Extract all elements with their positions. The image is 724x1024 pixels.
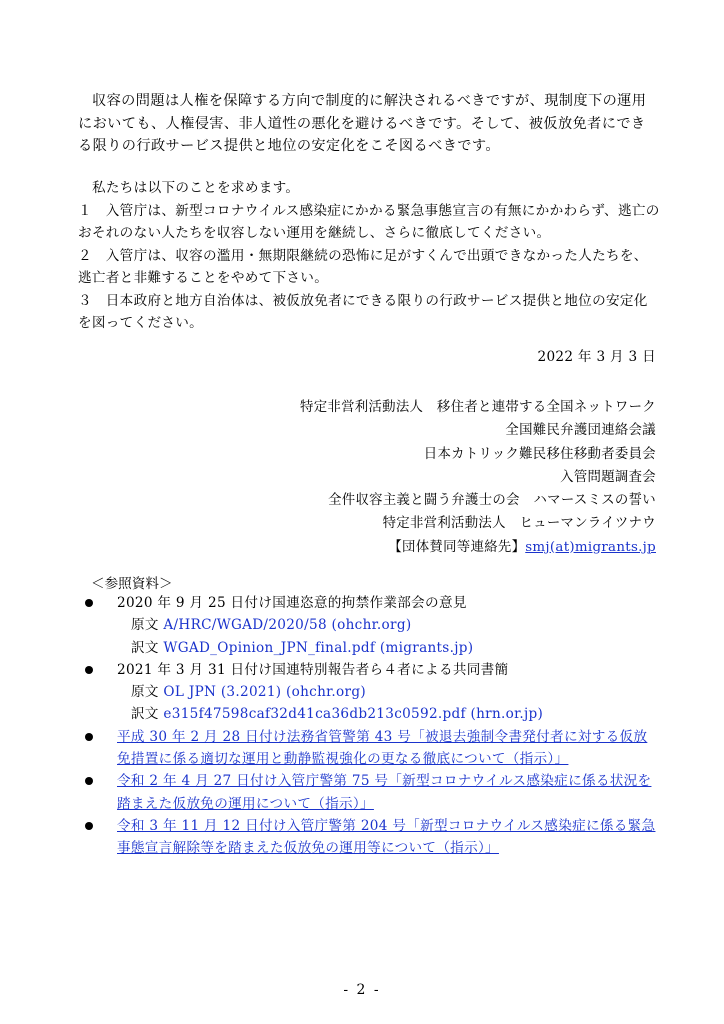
reference-item-5: [0, 815, 724, 860]
signer-list: [300, 396, 656, 559]
demand-item-2: ２ 入管庁は、収容の濫用・無期限継続の恐怖に足がすくんで出頭できなかった人たちを、逃亡者と非難することをやめて下さい。: [78, 247, 648, 286]
reference-5-link[interactable]: 令和 3 年 11 月 12 日付け入管庁警第 204 号「新型コロナウイルス感染症に係る緊急事態宣言解除等を踏まえた仮放免の運用等について（指示）」: [117, 817, 656, 857]
reference-item-2: [0, 659, 724, 726]
reference-1-title: 2020 年 9 月 25 日付け国連恣意的拘禁作業部会の意見: [117, 595, 467, 611]
intro-paragraph: 収容の問題は人権を保障する方向で制度的に解決されるべきですが、現制度下の運用においても、人権侵害、非人道性の悪化を避けるべきです。そして、被仮放免者にできる限りの行政サービス提供と地位の安定化をこそ図るべきです。: [78, 93, 647, 154]
translation-label: 訳文: [131, 706, 164, 723]
reference-2-original-link[interactable]: OL JPN (3.2021) (ohchr.org): [163, 684, 366, 701]
bullet-icon: [85, 777, 93, 785]
demands-section: [78, 177, 660, 335]
signer-2: 全国難民弁護団連絡会議: [505, 423, 656, 439]
translation-label: 訳文: [131, 639, 164, 656]
reference-1-translation: [117, 637, 658, 659]
reference-1-translation-link[interactable]: WGAD_Opinion_JPN_final.pdf (migrants.jp): [163, 639, 474, 656]
reference-2-translation-link[interactable]: e315f47598caf32d41ca36db213c0592.pdf (hrn.or.jp): [163, 706, 544, 723]
reference-4-link[interactable]: 令和 2 年 4 月 27 日付け入管庁警第 75 号「新型コロナウイルス感染症に係る状況を踏まえた仮放免の運用について（指示）」: [117, 773, 652, 812]
signer-3: 日本カトリック難民移住移動者委員会: [423, 446, 656, 462]
original-label: 原文: [131, 684, 164, 701]
reference-2-original: [117, 681, 658, 703]
contact-label: 【団体賛同等連絡先】: [388, 539, 526, 555]
reference-item-4: [0, 770, 724, 815]
reference-2-translation: [117, 703, 658, 725]
original-label: 原文: [131, 617, 164, 634]
reference-1-original-link[interactable]: A/HRC/WGAD/2020/58 (ohchr.org): [163, 617, 412, 634]
bullet-icon: [85, 733, 93, 741]
contact-line: [300, 536, 656, 559]
references-list: [0, 592, 724, 860]
bullet-icon: [85, 599, 93, 607]
page-number: - 2 -: [343, 982, 381, 998]
signer-1: 特定非営利活動法人 移住者と連帯する全国ネットワーク: [300, 400, 656, 415]
reference-item-3: [0, 726, 724, 771]
bullet-icon: [85, 666, 93, 674]
document-date: 2022 年 3 月 3 日: [537, 349, 656, 365]
bullet-icon: [85, 822, 93, 830]
reference-2-title: 2021 年 3 月 31 日付け国連特別報告者ら４者による共同書簡: [117, 661, 509, 678]
signer-5: 全件収容主義と闘う弁護士の会 ハマースミスの誓い: [328, 493, 656, 509]
reference-3-link[interactable]: 平成 30 年 2 月 28 日付け法務省管警第 43 号「被退去強制令書発付者に対する仮放免措置に係る適切な運用と動静監視強化の更なる徹底について（指示）」: [117, 728, 648, 768]
signer-6: 特定非営利活動法人 ヒューマンライツナウ: [382, 516, 656, 532]
demand-item-1: １ 入管庁は、新型コロナウイルス感染症にかかる緊急事態宣言の有無にかかわらず、逃亡のおそれのない人たちを収容しない運用を継続し、さらに徹底してください。: [78, 202, 660, 241]
reference-1-original: [117, 614, 658, 636]
demand-item-3: ３ 日本政府と地方自治体は、被仮放免者にできる限りの行政サービス提供と地位の安定化を図ってください。: [78, 292, 648, 331]
reference-item-1: [0, 592, 724, 659]
references-heading: ＜参照資料＞: [91, 576, 173, 592]
contact-email-link[interactable]: smj(at)migrants.jp: [525, 539, 656, 555]
demands-lead: 私たちは以下のことを求めます。: [92, 180, 300, 196]
signer-4: 入管問題調査会: [560, 469, 656, 485]
